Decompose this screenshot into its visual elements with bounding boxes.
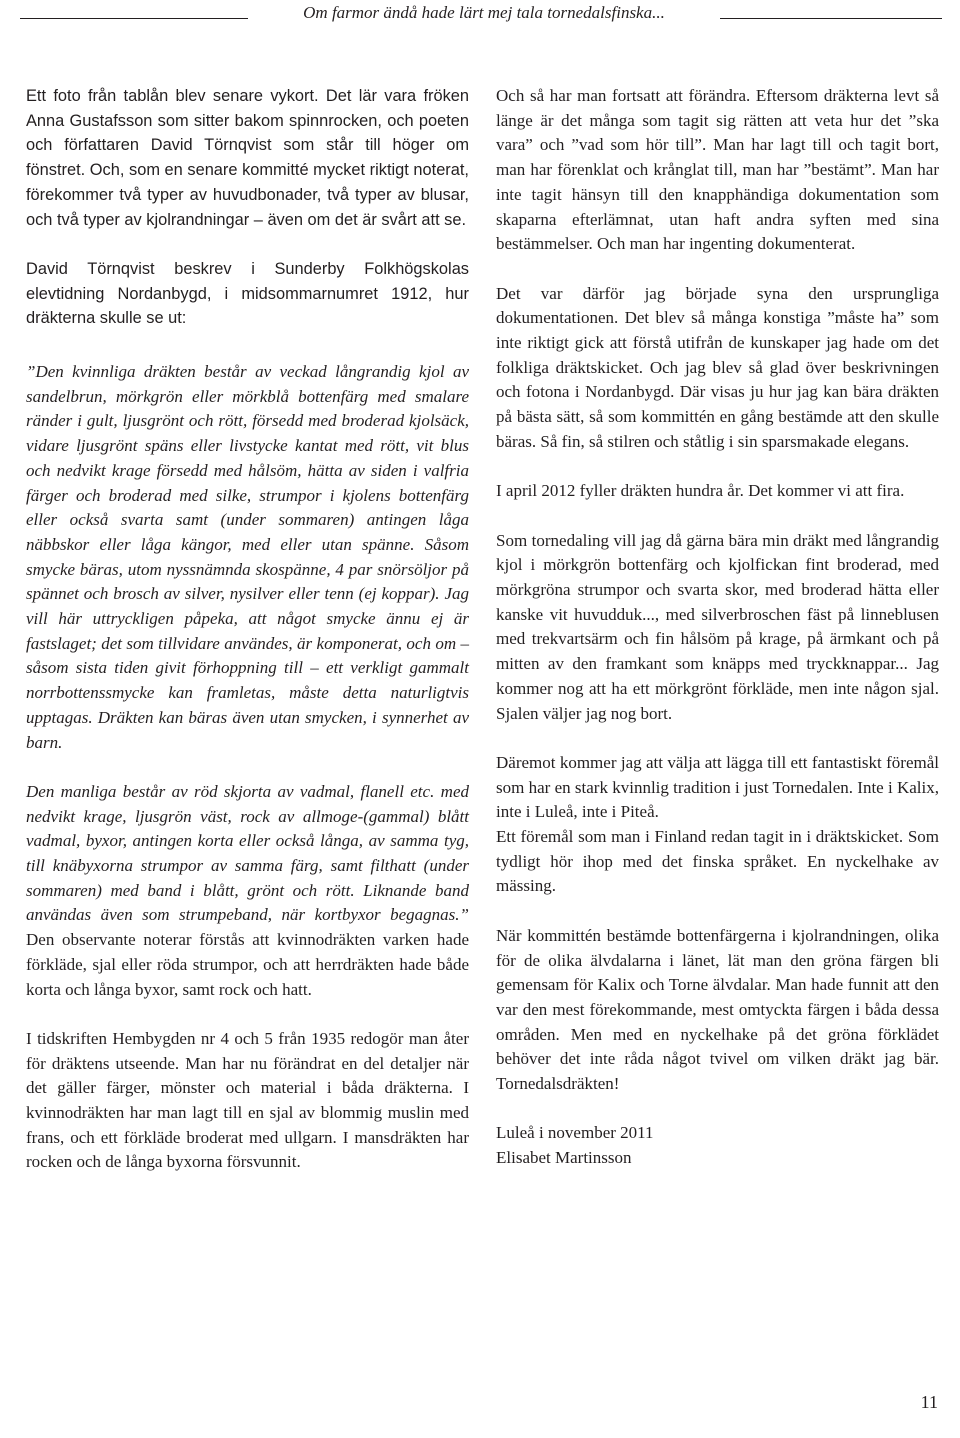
paragraph-observant-note: Den observante noterar förstås att kvinnodräkten varken hade förkläde, sjal eller röda strumpor, och att herrdräkten hade både korta och långa byxor, samt rock och hatt.: [26, 930, 469, 999]
paragraph-centenary: I april 2012 fyller dräkten hundra år. Det kommer vi att fira.: [496, 481, 905, 501]
right-column: [496, 84, 939, 1171]
paragraph-my-costume: Som tornedaling vill jag då gärna bära min dräkt med långrandig kjol i mörkgrön bottenfärg och kjolfickan fint broderad, med mörkgröna strumpor och svarta skor, med broderad hätta eller kanske vit huvudduk..., med silverbroschen fäst på linneblusen med trekvartsärm och fin hålsöm på krage, på ärmkant och på mitten av den framkant som knäpps med tryckknappar... Jag kommer nog att ha ett mörkgrönt förkläde, men inte någon sjal. Sjalen väljer jag nog bort.: [496, 530, 939, 723]
quote-male-costume: Den manliga består av röd skjorta av vadmal, flanell etc. med nedvikt krage, ljusgrön väst, rock av allmoge-(gammal) blått vadmal, byxor, antingen korta eller också långa, av samma tyg, till knäbyxorna strumpor av samma färg, samt filthatt (under sommaren) med band i blått, grönt och rött. Liknande band användas även som strumpeband, när kortbyxor begagnas.”: [26, 781, 469, 925]
running-header: [0, 0, 960, 40]
running-title: Om farmor ändå hade lärt mej tala tornedalsfinska...: [303, 3, 665, 22]
header-rule-right: [720, 18, 942, 19]
paragraph-continued-changes: Och så har man fortsatt att förändra. Eftersom dräkterna levt så länge är det många som tagit sig rätten att veta hur det ”ska vara” och ”vad som hör till”. Man har lagt till och tagit bort, man har förenklat och krånglat till, man har ”bestämt”. Man har inte tagit hänsyn till den knapphändiga dokumentation som skaparna efterlämnat, utan haft andra syften med sina bestämmelser. Och man har ingenting dokumenterat.: [496, 86, 939, 254]
paragraph-hembygden-1935: I tidskriften Hembygden nr 4 och 5 från 1935 redogör man åter för dräktens utseende. Man har nu förändrat en del detaljer när det gäller färger, mönster och material i båda dräkterna. I kvinnodräkten har man lagt till en sjal av blommig muslin med frans, och ett förkläde broderat med ullgarn. I mansdräkten har rocken och de långa byxorna försvunnit.: [26, 1028, 469, 1172]
paragraph-key-hook-part1: Däremot kommer jag att välja att lägga till ett fantastiskt föremål som har en stark kvinnlig tradition i just Tornedalen. Inte i Kalix, inte i Luleå, inte i Piteå.: [496, 752, 939, 822]
paragraph-key-hook-part2: Ett föremål som man i Finland redan tagit in i dräktskicket. Som tydligt hör ihop med det finska språket. En nyckelhake av mässing.: [496, 827, 939, 896]
paragraph-original-documentation: Det var därför jag började syna den ursprungliga dokumentationen. Det blev så många konstiga ”måste ha” som inte riktigt gick att förstå utifrån de kunskaper jag hade om det folkliga dräktskicket. Och jag blev så glad över beskrivningen och fotona i Nordanbygd. Där visas ju hur jag kan bära dräkten på bästa sätt, så som kommittén en gång bestämde att den skulle bäras. Så fin, så stilren och ståtlig i sin sparsmakade elegans.: [496, 283, 939, 451]
left-column: [26, 84, 469, 1175]
header-rule-left: [20, 18, 248, 19]
signature-name: Elisabet Martinsson: [496, 1148, 632, 1168]
signature-place-date: Luleå i november 2011: [496, 1123, 654, 1143]
paragraph-photo-postcard: Ett foto från tablån blev senare vykort. Det lär vara fröken Anna Gustafsson som sitter bakom spinnrocken, och poeten och författaren David Törnqvist som står till höger om fönstret. Och, som en senare kommitté mycket riktigt noterat, förekommer två typer av huvudbonader, två typer av blusar, och två typer av kjolrandningar – även om det är svårt att se.: [26, 87, 469, 229]
paragraph-base-colours: När kommittén bestämde bottenfärgerna i kjolrandningen, olika för de olika älvdalarna i länet, lät man den gröna färgen bli gemensam för Kalix och Torne älvdalar. Man hade funnit att den var den mest förekommande, mest omtyckta färgen i båda dessa områden. Men med en nyckelhake på det gröna förklädet behöver det inte råda något tvivel om vilken dräkt jag bär. Tornedalsdräkten!: [496, 925, 939, 1094]
page-number: 11: [920, 1392, 938, 1412]
paragraph-key-hook: [496, 751, 939, 899]
paragraph-nordanbygd-intro: David Törnqvist beskrev i Sunderby Folkhögskolas elevtidning Nordanbygd, i midsommarnumret 1912, hur dräkterna skulle se ut:: [26, 259, 469, 328]
quote-female-costume: ”Den kvinnliga dräkten består av veckad långrandig kjol av sandelbrun, mörkgrön eller mörkblå bottenfärg med smalare ränder i gult, ljusgrönt och rött, försedd med broderad kjolsäck, vidare ljusgrönt späns eller livstycke kantat med rött, vit blus och nedvikt krage försedd med hålsöm, hätta av siden i valfria färger och broderad med silke, strumpor i kjolens bottenfärg eller också svarta samt (under sommaren) antingen låga näbbskor eller låga kängor, med eller utan spänne. Såsom smycke bäras, utom nyssnämnda skospänne, 4 par snörsöljor på spännet och brosch av silver, nysilver eller tenn (ej koppar). Jag vill här uttryckligen påpeka, att något smycke ännu ej är fastslaget; det som tillvidare användes, är komponerat, och om – såsom sista tiden givit förhoppning till – ett verkligt gammalt norrbottenssmycke kan framletas, måste detta naturligtvis upptagas. Dräkten kan bäras även utan smycken, i synnerhet av barn.: [26, 362, 469, 752]
paragraph-male-costume: [26, 780, 469, 1002]
signature: [496, 1121, 939, 1170]
